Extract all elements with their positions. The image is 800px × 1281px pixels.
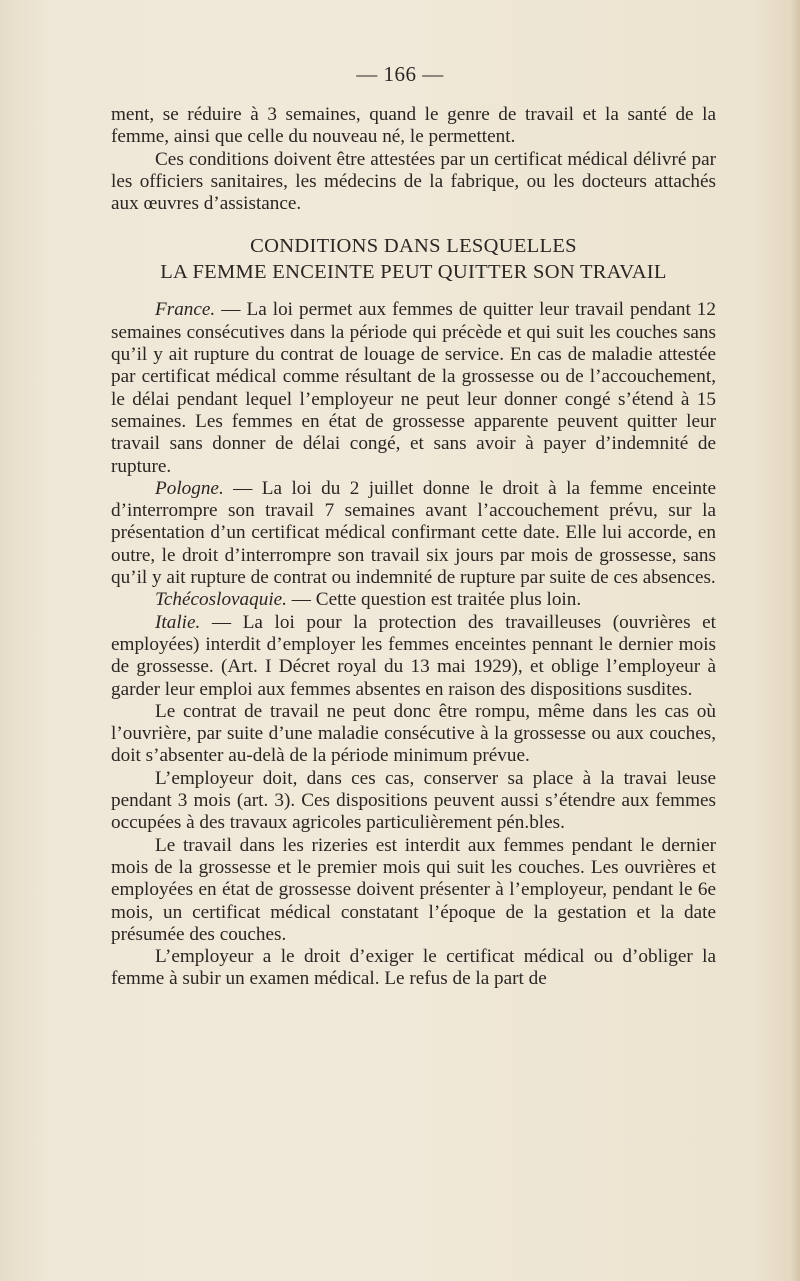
pologne-paragraph	[111, 478, 716, 589]
page-number-header: — 166 —	[356, 62, 444, 86]
italie-contract-paragraph: Le contrat de travail ne peut donc être rompu, même dans les cas où l’ouvrière, par suite d’une maladie consécutive à la grossesse ou aux couches, doit s’absenter au-delà de la période minimum prévue.	[111, 700, 716, 767]
italie-employer-paragraph: L’employeur doit, dans ces cas, conserver sa place à la travai leuse pendant 3 mois (art. 3). Ces dispositions peuvent aussi s’étendre aux femmes occupées à des travaux agricoles particulièrement pén.bles.	[111, 767, 716, 834]
pologne-text: — La loi du 2 juillet donne le droit à la femme enceinte d’interrompre son travail 7 semaines avant l’accouchement prévu, sur la présentation d’un certificat médical confirmant cette date. Elle lui accorde, en outre, le droit d’interrompre son travail six jours par mois de grossesse, sans qu’il y ait rupture de contrat ou indemnité de rupture par suite de ces absences.	[111, 477, 716, 589]
italie-rizeries-paragraph: Le travail dans les rizeries est interdit aux femmes pendant le dernier mois de la grossesse et le premier mois qui suit les couches. Les ouvrières et employées en état de grossesse doivent présenter à l’employeur, pendant le 6e mois, un certificat médical constatant l’époque de la gestation et la date présumée des couches.	[111, 834, 716, 945]
country-tchecoslovaquie: Tchécoslovaquie.	[155, 589, 287, 611]
tchecoslovaquie-text: — Cette question est traitée plus loin.	[286, 589, 582, 611]
country-france: France.	[155, 299, 216, 321]
tchecoslovaquie-paragraph	[111, 589, 716, 611]
section-heading	[111, 233, 716, 285]
continuation-paragraph: ment, se réduire à 3 semaines, quand le genre de travail et la santé de la femme, ainsi que celle du nouveau né, le permettent.	[111, 104, 716, 148]
france-text: — La loi permet aux femmes de quitter leur travail pendant 12 semaines consécutives dans la période qui précède et qui suit les couches sans qu’il y ait rupture du contrat de louage de service. En cas de maladie attestée par certificat médical comme résultant de la grossesse ou de l’accouchement, le délai pendant lequel l’employeur ne peut leur donner congé s’étend à 15 semaines. Les femmes en état de grossesse apparente peuvent quitter leur travail sans donner de délai congé, et sans avoir à payer d’indemnité de rupture.	[111, 299, 716, 477]
country-pologne: Pologne.	[155, 477, 224, 499]
france-paragraph	[111, 299, 716, 477]
certificate-paragraph: Ces conditions doivent être attestées par un certificat médical délivré par les officiers sanitaires, les médecins de la fabrique, ou les docteurs attachés aux œuvres d’assistance.	[111, 148, 716, 215]
italie-paragraph	[111, 612, 716, 701]
country-italie: Italie.	[155, 611, 201, 633]
section-heading-line-2: LA FEMME ENCEINTE PEUT QUITTER SON TRAVAIL	[160, 261, 667, 284]
italie-certificate-paragraph: L’employeur a le droit d’exiger le certificat médical ou d’obliger la femme à subir un examen médical. Le refus de la part de	[111, 946, 716, 990]
section-heading-line-1: CONDITIONS DANS LESQUELLES	[250, 235, 577, 258]
page-body	[111, 104, 716, 991]
italie-text: — La loi pour la protection des travailleuses (ouvrières et employées) interdit d’employer les femmes enceintes pennant le dernier mois de grossesse. (Art. I Décret royal du 13 mai 1929), et oblige l’employeur à garder leur emploi aux femmes absentes en raison des dispositions susdites.	[111, 611, 716, 700]
page-edge-shadow	[790, 0, 800, 1281]
